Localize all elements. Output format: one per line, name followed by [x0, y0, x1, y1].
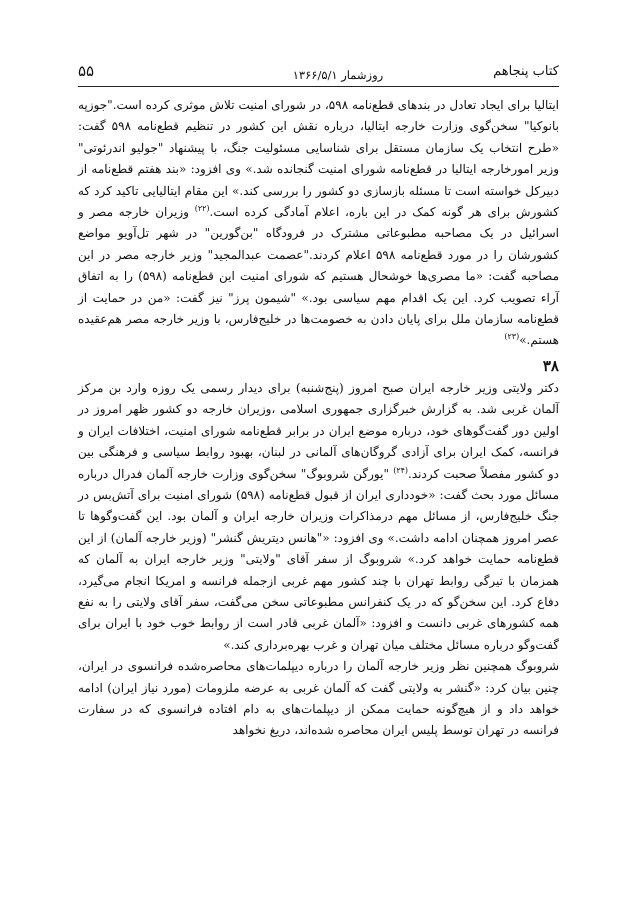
footnote-ref: (۲۴) [393, 465, 409, 475]
body-text [78, 95, 559, 742]
paragraph [78, 656, 559, 742]
header-rule [78, 86, 559, 87]
paragraph-text: "یورگن شروبوگ" سخن‌گوی وزارت خارجه آلمان فدرال درباره مسائل مورد بحث گفت: «خودداری ایران از قبول قطع‌نامه (۵۹۸) شورای امنیت برای آتش‌بس در جنگ خلیج‌فارس، از مسائل مهم درمذاکرات وزیران خارجه ایران و آلمان بود. این گفت‌وگوها تا عصر امروز همچنان ادامه داشت.» وی افزود: «"هانس دیتریش گنشر" (وزیر خارجه آلمان) از این قطع‌نامه حمایت خواهد کرد.» شروبوگ از سفر آقای "ولایتی" وزیر خارجه ایران به آلمان که همزمان با تیرگی روابط تهران با چند کشور مهم غربی ازجمله فرانسه و امریکا انجام می‌گیرد، دفاع کرد. این سخن‌گو که در یک کنفرانس مطبوعاتی سخن می‌گفت، سفر آقای ولایتی را به نفع همه کشورهای غربی دانست و افزود: «آلمان غربی قادر است از روابط خوب خود با ایران برای گفت‌وگو درباره مسائل مختلف میان تهران و غرب بهره‌برداری کند.» [78, 466, 559, 652]
section-number: ۳۸ [542, 356, 559, 375]
footnote-ref: (۲۲) [194, 204, 210, 214]
page-number: ۵۵ [78, 62, 95, 80]
paragraph [78, 378, 559, 656]
paragraph-text: ایتالیا برای ایجاد تعادل در بندهای قطع‌نامه ۵۹۸، در شورای امنیت تلاش موثری کرده است."جوزپه بانوکیا" سخن‌گوی وزارت خارجه ایتالیا، درباره نقش این کشور در تنظیم قطع‌نامه ۵۹۸ گفت: «طرح انتخاب یک سازمان مستقل برای شناسایی مسئولیت جنگ، با پیشنهاد "جولیو اندرئوتی" وزیر امورخارجه ایتالیا در قطع‌نامه شورای امنیت گنجانده شد.» وی افزود: «بند هفتم قطع‌نامه از دبیرکل خواسته است تا مسئله بازسازی دو کشور را بررسی کند.» این مقام ایتالیایی تاکید کرد که کشورش برای هر گونه کمک در این باره، اعلام آمادگی کرده است. [78, 98, 560, 220]
paragraph [78, 95, 559, 352]
date-label: روزشمار ۱۳۶۶/۵/۱ [292, 68, 384, 82]
paragraph-text: شروبوگ همچنین نظر وزیر خارجه آلمان را درباره دیپلمات‌های محاصره‌شده فرانسوی در ایران، چنین بیان کرد: «گنشر به ولایتی گفت که آلمان غربی به عرضه ملزومات (مورد نیاز ایران) ادامه خواهد داد و از هیچ‌گونه حمایت ممکن از دیپلمات‌های به دام افتاده فرانسوی که در سفارت فرانسه در تهران توسط پلیس ایران محاصره شده‌اند، دریغ نخواهد [78, 659, 559, 738]
book-title: کتاب پنجاهم [493, 64, 559, 79]
paragraph-text: دکتر ولایتی وزیر خارجه ایران صبح امروز (پنج‌شنبه) برای دیدار رسمی یک روزه وارد بن مرکز آلمان غربی شد. به گزارش خبرگزاری جمهوری اسلامی ،وزیران خارجه دو کشور ظهر امروز در اولین دور گفت‌گوهای خود، درباره موضع ایران در برابر قطع‌نامه شورای امنیت، اختلافات ایران و فرانسه، کمک ایران برای آزادی گروگان‌های آلمانی در لبنان، بهبود روابط سیاسی و فرهنگی بین دو کشور مفصلاً صحبت کردند. [78, 380, 559, 481]
paragraph-text: وزیران خارجه مصر و اسرائیل در یک مصاحبه مطبوعاتی مشترک در فرودگاه "بن‌گورین" در شهر تل‌آویو مواضع کشورشان را در مورد قطع‌نامه ۵۹۸ اعلام کردند."عصمت عبدالمجید" وزیر خارجه مصر در این مصاحبه گفت: «ما مصری‌ها خوشحال هستیم که شورای امنیت این قطع‌نامه (۵۹۸) را به اتفاق آراء تصویب کرد. این یک اقدام مهم سیاسی بود.» "شیمون پرز" نیز گفت: «من در حمایت از قطع‌نامه سازمان ملل برای پایان دادن به خصومت‌ها در خلیج‌فارس، با وزیر خارجه مصر هم‌عقیده هستم.» [78, 205, 559, 348]
footnote-ref: (۲۳) [504, 332, 520, 342]
running-header [78, 60, 559, 90]
